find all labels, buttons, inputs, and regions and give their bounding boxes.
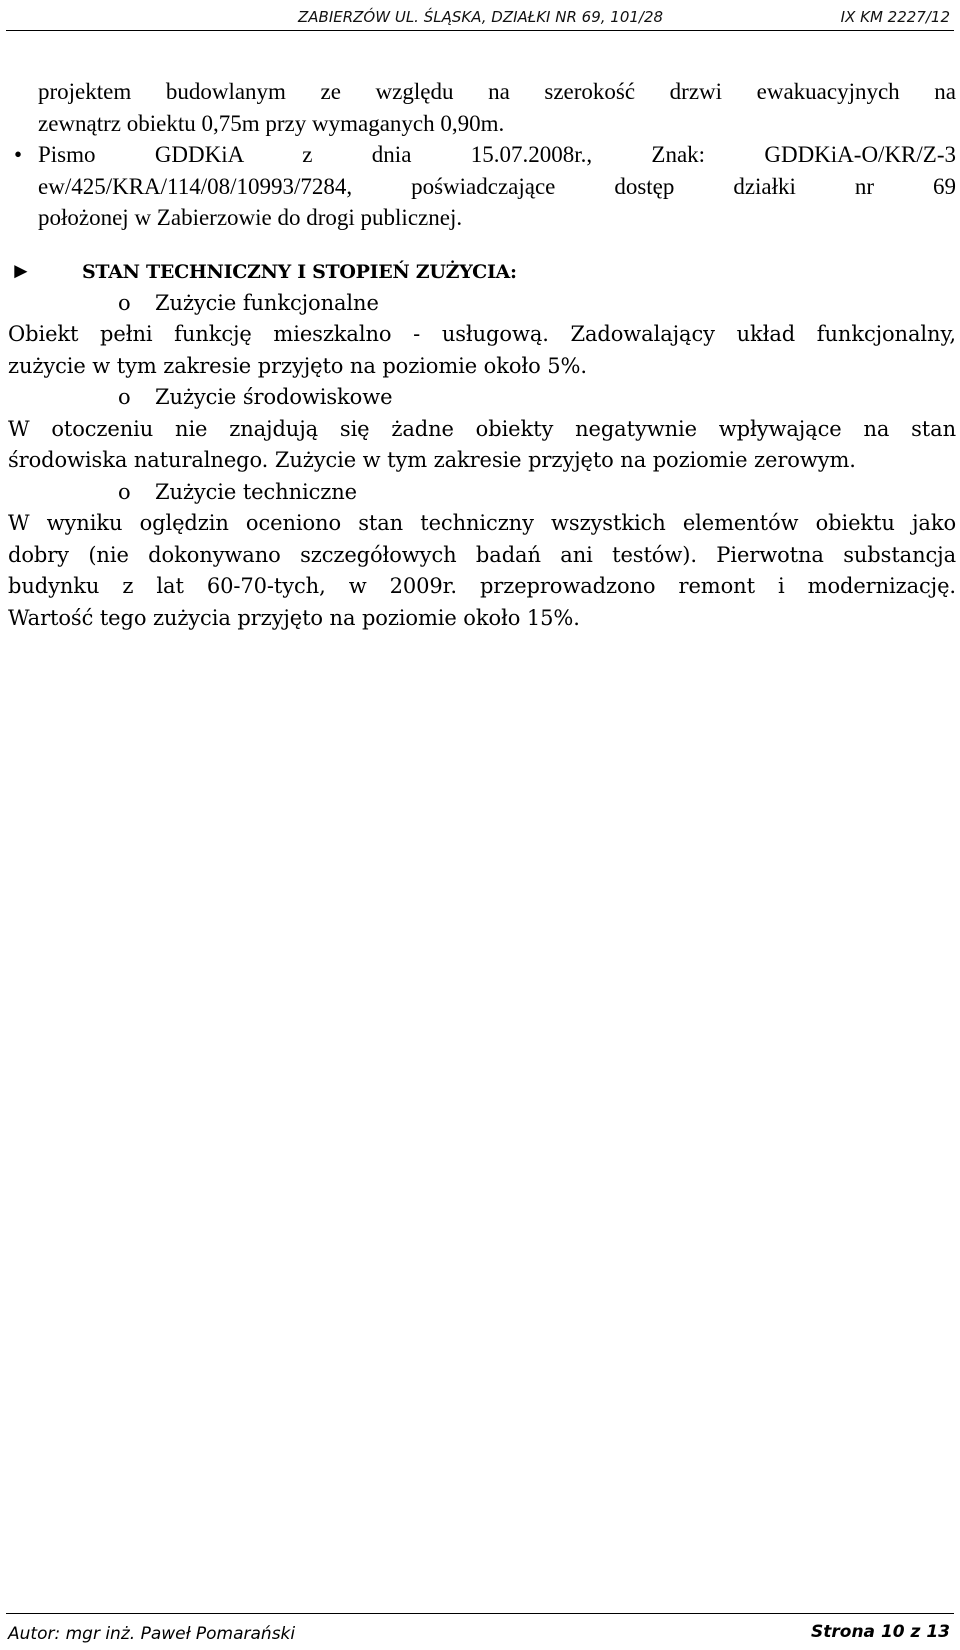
arrow-right-icon: ►: [10, 257, 32, 283]
paragraph-functional: [8, 319, 956, 382]
subheading-environmental: [8, 382, 956, 414]
circle-bullet-icon: o: [118, 479, 131, 504]
text-line: projektem budowlanym ze względu na szerokość drzwi ewakuacyjnych na: [38, 79, 956, 104]
bullet-icon: •: [13, 142, 23, 167]
paragraph-environmental: [8, 414, 956, 477]
text-line: zewnątrz obiektu 0,75m przy wymaganych 0,90m.: [38, 110, 505, 136]
header-divider: [6, 30, 954, 31]
circle-bullet-icon: o: [118, 385, 131, 409]
page-header: [0, 4, 960, 30]
text-line: położonej w Zabierzowie do drogi publicznej.: [38, 205, 463, 230]
footer-divider: [6, 1613, 954, 1614]
text-line: dobry (nie dokonywano szczegółowych badań ani testów). Pierwotna substancja: [8, 542, 956, 567]
text-line: Wartość tego zużycia przyjęto na poziomie około 15%.: [8, 605, 580, 630]
section-title: STAN TECHNICZNY I STOPIEŃ ZUŻYCIA:: [82, 260, 517, 283]
circle-bullet-icon: o: [118, 290, 131, 315]
text-line: ew/425/KRA/114/08/10993/7284, poświadczające dostęp działki nr 69: [38, 173, 956, 199]
section-heading: [8, 254, 956, 288]
text-line: budynku z lat 60-70-tych, w 2009r. przeprowadzono remont i modernizację.: [8, 574, 956, 598]
paragraph-technical: [8, 508, 956, 634]
footer-page-number: Strona 10 z 13: [811, 1622, 950, 1642]
subheading-technical: [8, 477, 956, 509]
continuation-paragraph: [8, 76, 956, 139]
text-line: Pismo GDDKiA z dnia 15.07.2008r., Znak: GDDKiA-O/KR/Z-3: [38, 142, 956, 167]
subheading-label: Zużycie techniczne: [155, 479, 357, 504]
subheading-functional: [8, 288, 956, 320]
subheading-label: Zużycie funkcjonalne: [155, 290, 379, 315]
text-line: W otoczeniu nie znajdują się żadne obiekty negatywnie wpływające na stan: [8, 416, 956, 441]
page-footer: [0, 1620, 960, 1648]
bullet-item-gddkia: [8, 139, 956, 234]
subheading-label: Zużycie środowiskowe: [155, 385, 393, 409]
footer-author: Autor: mgr inż. Paweł Pomarański: [8, 1624, 296, 1644]
header-address: ZABIERZÓW UL. ŚLĄSKA, DZIAŁKI NR 69, 101/28: [298, 8, 664, 26]
text-line: zużycie w tym zakresie przyjęto na poziomie około 5%.: [8, 353, 587, 378]
text-line: środowiska naturalnego. Zużycie w tym zakresie przyjęto na poziomie zerowym.: [8, 448, 856, 472]
text-line: W wyniku oględzin oceniono stan techniczny wszystkich elementów obiektu jako: [8, 511, 956, 535]
document-body: [8, 76, 956, 634]
text-line: Obiekt pełni funkcję mieszkalno - usługową. Zadowalający układ funkcjonalny,: [8, 322, 956, 346]
header-case-number: IX KM 2227/12: [840, 8, 950, 26]
